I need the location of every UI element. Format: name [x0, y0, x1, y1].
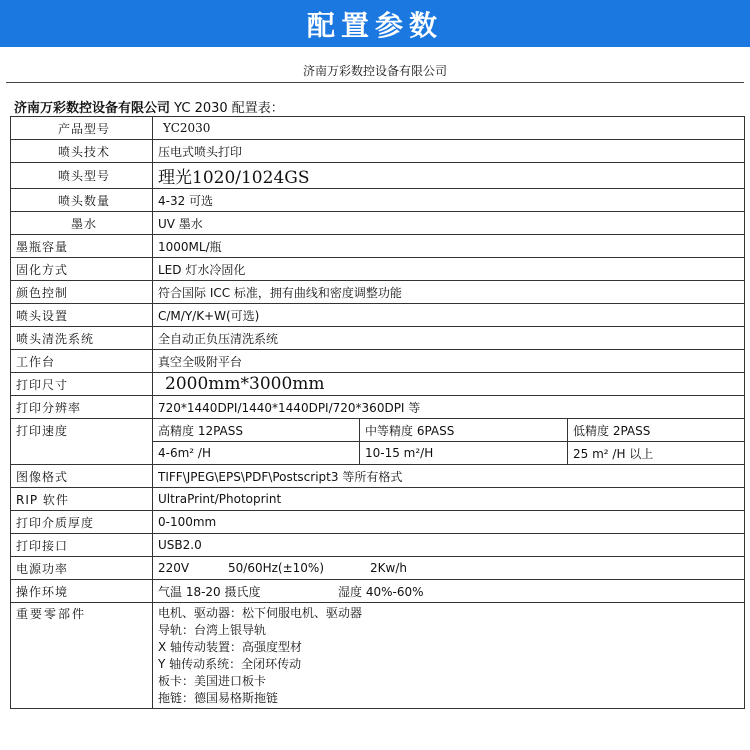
company-name-header: 济南万彩数控设备有限公司 — [6, 62, 744, 83]
power-voltage: 220V — [158, 561, 190, 575]
spec-label: 打印速度 — [11, 419, 153, 465]
table-row — [11, 580, 745, 603]
spec-value: 2000mm*3000mm — [153, 373, 745, 396]
parts-list — [153, 603, 745, 709]
spec-value: 压电式喷头打印 — [153, 140, 745, 163]
table-row — [11, 603, 745, 709]
table-row — [11, 511, 745, 534]
spec-label: 喷头清洗系统 — [11, 327, 153, 350]
spec-label: 重要零部件 — [11, 603, 153, 709]
table-row — [11, 373, 745, 396]
table-row — [11, 281, 745, 304]
table-row — [11, 235, 745, 258]
spec-value: C/M/Y/K+W(可选) — [153, 304, 745, 327]
spec-value: 720*1440DPI/1440*1440DPI/720*360DPI 等 — [153, 396, 745, 419]
spec-value: 理光1020/1024GS — [153, 163, 745, 189]
environment-temperature: 气温 18-20 摄氏度 — [158, 584, 261, 599]
power-frequency: 50/60Hz(±10%) — [228, 561, 324, 575]
speed-rate-low: 25 m² /H 以上 — [568, 442, 745, 465]
list-item: 导轨：台湾上银导轨 — [158, 623, 267, 637]
caption-suffix: YC 2030 配置表： — [170, 101, 284, 116]
title-banner — [0, 0, 750, 47]
spec-value: 4-32 可选 — [153, 189, 745, 212]
spec-label: 喷头技术 — [11, 140, 153, 163]
speed-mode-high: 高精度 12PASS — [153, 419, 360, 442]
spec-value: 1000ML/瓶 — [153, 235, 745, 258]
speed-rate-high: 4-6m² /H — [153, 442, 360, 465]
caption-company: 济南万彩数控设备有限公司 — [14, 101, 171, 116]
spec-value: YC2030 — [153, 117, 745, 140]
speed-mode-mid: 中等精度 6PASS — [360, 419, 568, 442]
table-row — [11, 396, 745, 419]
list-item: X 轴传动装置：高强度型材 — [158, 640, 303, 654]
spec-label: 打印接口 — [11, 534, 153, 557]
list-item: 板卡：美国进口板卡 — [158, 674, 267, 688]
spec-label: 打印尺寸 — [11, 373, 153, 396]
spec-label: 喷头型号 — [11, 163, 153, 189]
spec-value: UV 墨水 — [153, 212, 745, 235]
spec-value: LED 灯水冷固化 — [153, 258, 745, 281]
table-row — [11, 534, 745, 557]
spec-label: 喷头设置 — [11, 304, 153, 327]
table-row — [11, 258, 745, 281]
speed-rate-mid: 10-15 m²/H — [360, 442, 568, 465]
spec-label: 工作台 — [11, 350, 153, 373]
table-row — [11, 304, 745, 327]
table-row — [11, 189, 745, 212]
table-row — [11, 163, 745, 189]
list-item: Y 轴传动系统：全闭环传动 — [158, 657, 302, 671]
spec-value: USB2.0 — [153, 534, 745, 557]
spec-value: 符合国际 ICC 标准，拥有曲线和密度调整功能 — [153, 281, 745, 304]
table-row — [11, 327, 745, 350]
spec-label: 图像格式 — [11, 465, 153, 488]
environment-humidity: 湿度 40%-60% — [338, 584, 424, 599]
table-row — [11, 488, 745, 511]
spec-label: 打印介质厚度 — [11, 511, 153, 534]
list-item: 拖链：德国易格斯拖链 — [158, 691, 279, 705]
spec-value — [153, 580, 745, 603]
spec-label: 固化方式 — [11, 258, 153, 281]
list-item: 电机、驱动器：松下伺服电机、驱动器 — [158, 606, 363, 620]
table-row — [11, 465, 745, 488]
spec-value: 0-100mm — [153, 511, 745, 534]
spec-value — [153, 557, 745, 580]
spec-label: 喷头数量 — [11, 189, 153, 212]
table-row — [11, 212, 745, 235]
power-wattage: 2Kw/h — [370, 561, 407, 575]
spec-label: 电源功率 — [11, 557, 153, 580]
table-row — [11, 557, 745, 580]
spec-value: TIFF\JPEG\EPS\PDF\Postscript3 等所有格式 — [153, 465, 745, 488]
table-row — [11, 350, 745, 373]
table-row — [11, 140, 745, 163]
spec-table — [10, 116, 745, 709]
spec-label: 操作环境 — [11, 580, 153, 603]
spec-value: UltraPrint/Photoprint — [153, 488, 745, 511]
spec-label: 打印分辨率 — [11, 396, 153, 419]
spec-label: 墨瓶容量 — [11, 235, 153, 258]
spec-value: 真空全吸附平台 — [153, 350, 745, 373]
spec-label: 墨水 — [11, 212, 153, 235]
page-title: 配置参数 — [306, 8, 443, 42]
table-caption — [14, 97, 284, 116]
spec-label: 产品型号 — [11, 117, 153, 140]
spec-value: 全自动正负压清洗系统 — [153, 327, 745, 350]
spec-label: RIP 软件 — [11, 488, 153, 511]
table-row — [11, 419, 745, 442]
table-row — [11, 117, 745, 140]
speed-mode-low: 低精度 2PASS — [568, 419, 745, 442]
spec-label: 颜色控制 — [11, 281, 153, 304]
